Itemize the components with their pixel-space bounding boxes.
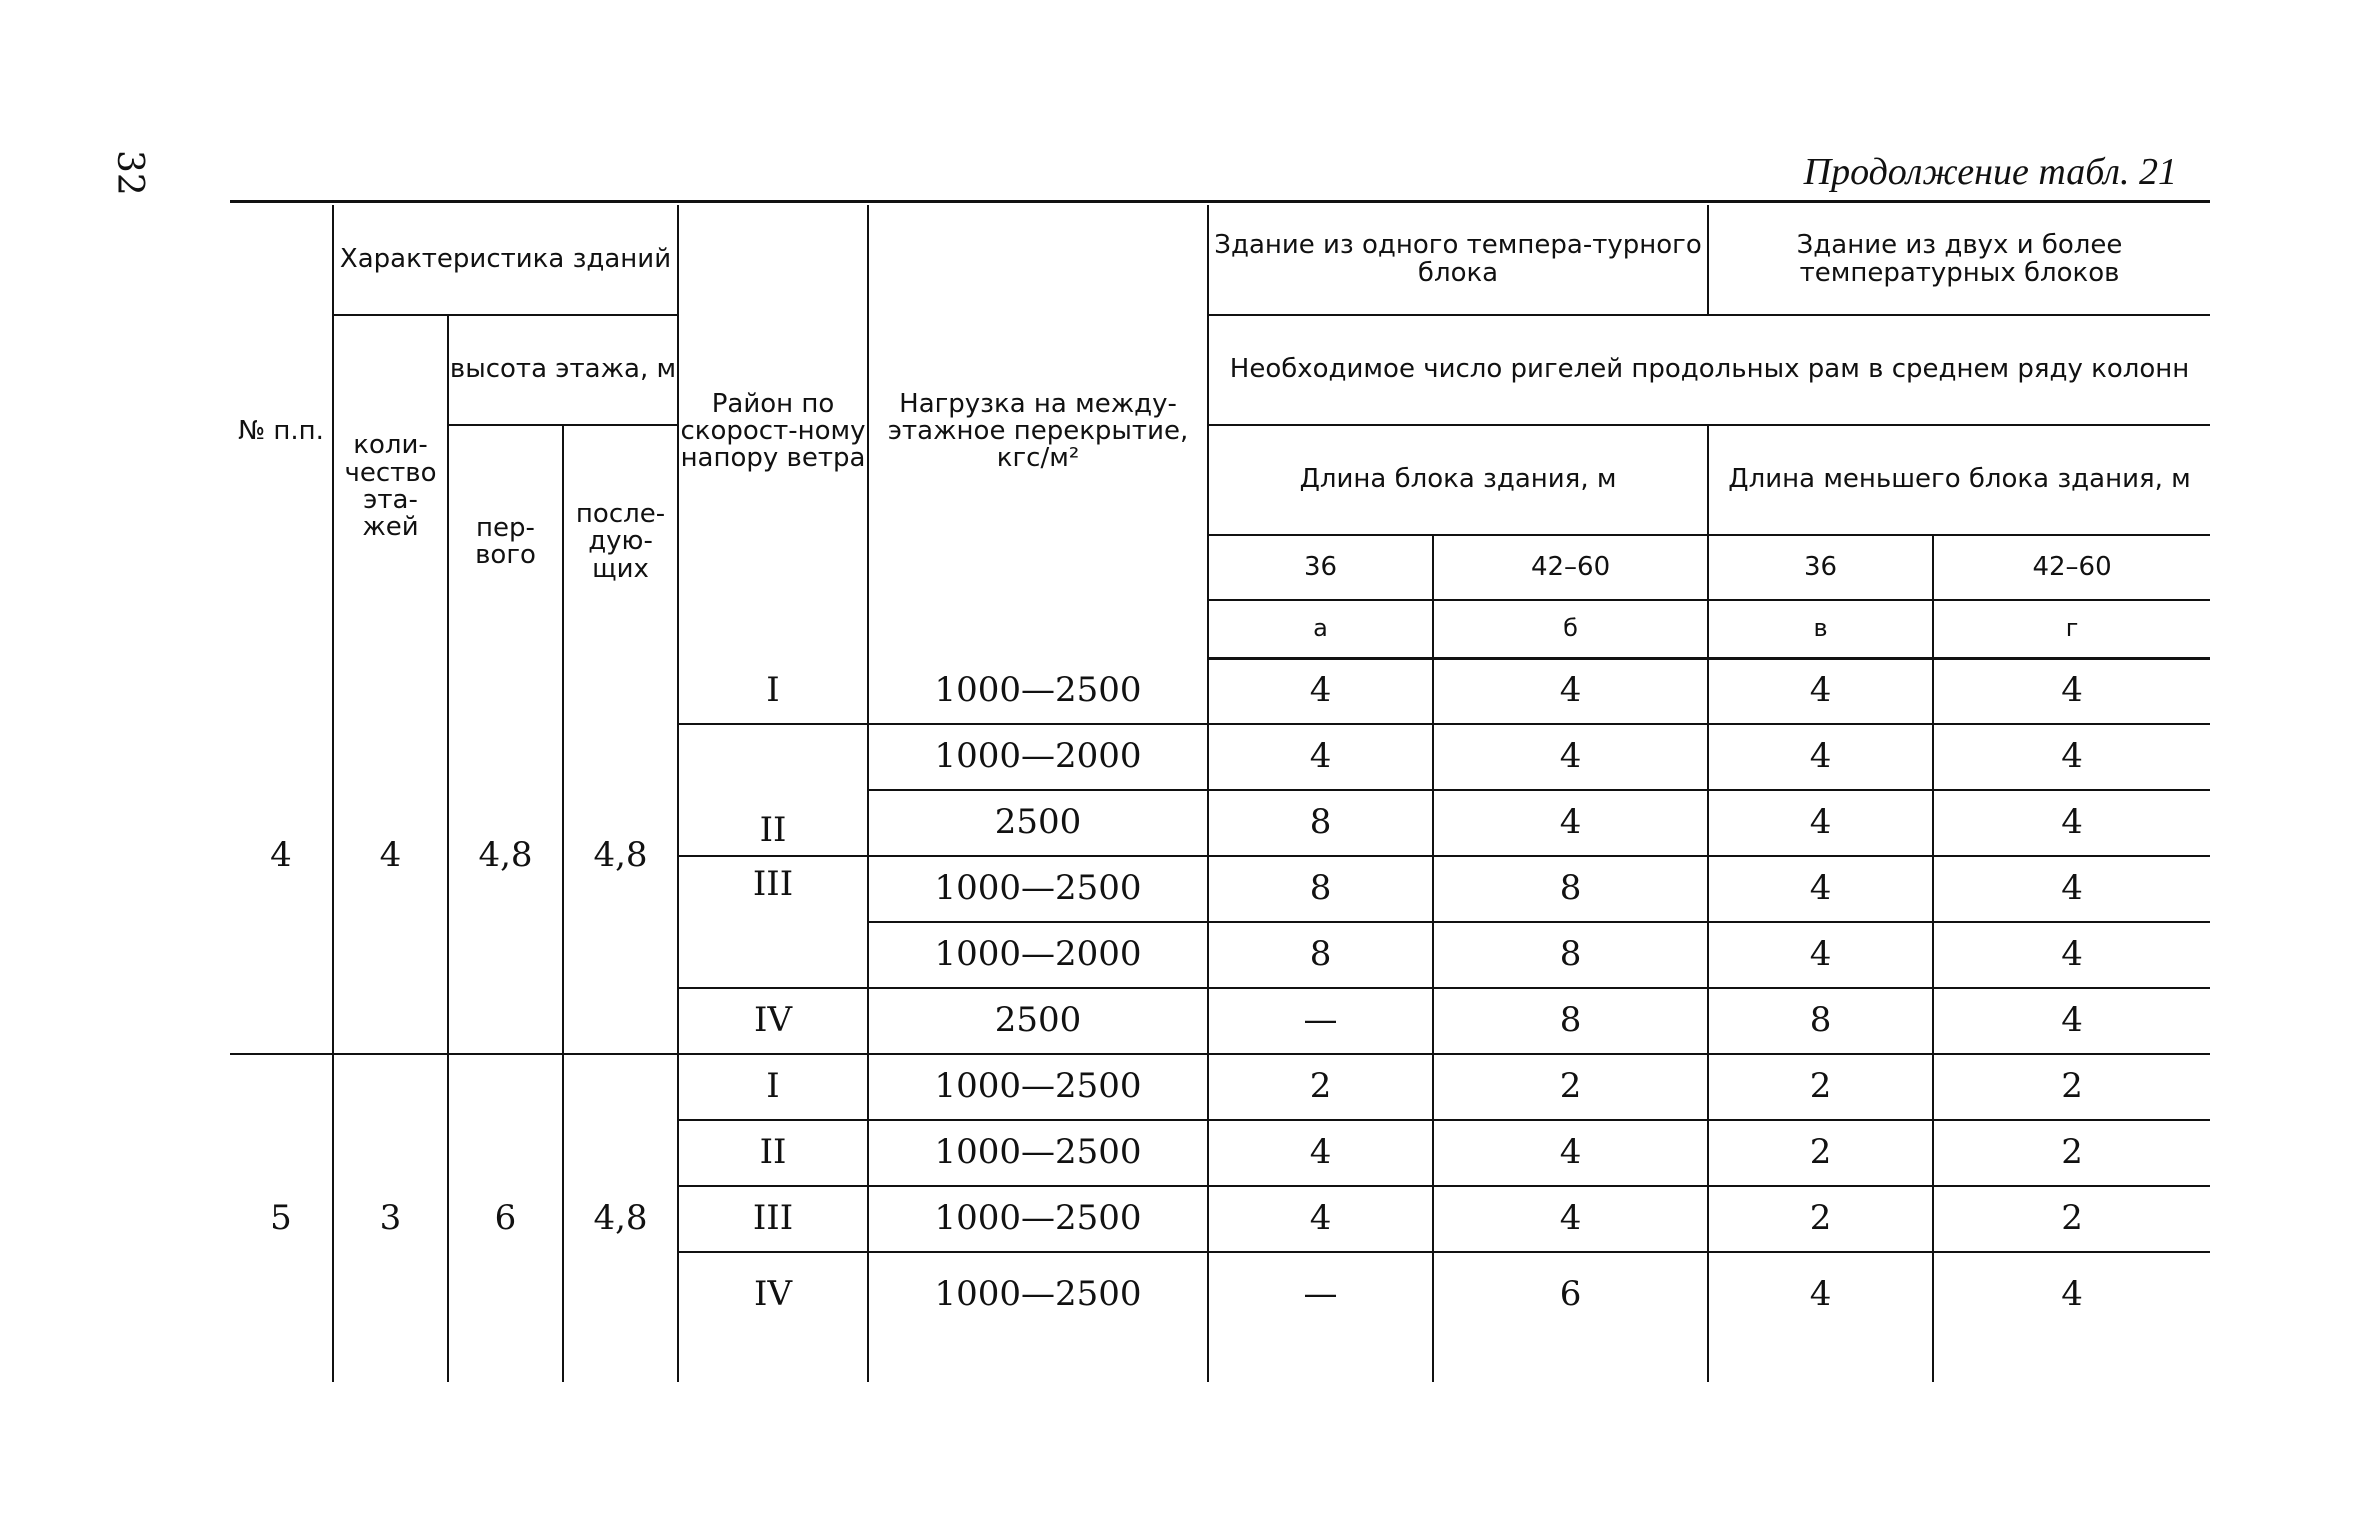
header-smaller-block-length: Длина меньшего блока здания, м bbox=[1708, 425, 2210, 535]
header-floors-count: коли- чество эта- жей bbox=[333, 315, 448, 658]
header-required-count: Необходимое число ригелей продольных рам в среднем ряду колонн bbox=[1208, 315, 2210, 425]
header-len-42-60-a: 42–60 bbox=[1433, 535, 1708, 600]
value-a: 8 bbox=[1208, 922, 1433, 988]
wind-region: III bbox=[678, 1186, 868, 1252]
value-g: 4 bbox=[1933, 724, 2210, 790]
header-wind-region: Район по скорост-ному напору ветра bbox=[678, 205, 868, 658]
value-v: 2 bbox=[1708, 1120, 1933, 1186]
value-v: 4 bbox=[1708, 1252, 1933, 1382]
value-g: 4 bbox=[1933, 658, 2210, 724]
header-letter-a: а bbox=[1208, 600, 1433, 658]
header-subsequent-floors: после- дую- щих bbox=[563, 425, 678, 658]
value-a: 4 bbox=[1208, 658, 1433, 724]
value-a: 2 bbox=[1208, 1054, 1433, 1120]
value-b: 2 bbox=[1433, 1054, 1708, 1120]
load-value: 1000—2500 bbox=[868, 1252, 1208, 1382]
value-v: 4 bbox=[1708, 790, 1933, 856]
row-number: 4 bbox=[230, 658, 333, 1054]
value-v: 4 bbox=[1708, 724, 1933, 790]
value-g: 4 bbox=[1933, 988, 2210, 1054]
wind-region: II bbox=[678, 1120, 868, 1186]
value-b: 4 bbox=[1433, 724, 1708, 790]
subsequent-floor-height: 4,8 bbox=[563, 658, 678, 1054]
load-value: 2500 bbox=[868, 988, 1208, 1054]
load-value: 1000—2000 bbox=[868, 922, 1208, 988]
subsequent-floor-height: 4,8 bbox=[563, 1054, 678, 1382]
header-letter-v: в bbox=[1708, 600, 1933, 658]
value-b: 4 bbox=[1433, 790, 1708, 856]
header-load: Нагрузка на между-этажное перекрытие, кгс/м² bbox=[868, 205, 1208, 658]
value-b: 4 bbox=[1433, 1120, 1708, 1186]
value-b: 4 bbox=[1433, 1186, 1708, 1252]
value-v: 4 bbox=[1708, 922, 1933, 988]
value-g: 2 bbox=[1933, 1054, 2210, 1120]
load-value: 1000—2500 bbox=[868, 1054, 1208, 1120]
page-number: 32 bbox=[109, 150, 150, 196]
row-number: 5 bbox=[230, 1054, 333, 1382]
load-value: 1000—2500 bbox=[868, 1186, 1208, 1252]
table-header bbox=[230, 205, 2210, 658]
value-g: 4 bbox=[1933, 856, 2210, 922]
floors-count: 3 bbox=[333, 1054, 448, 1382]
wind-region: I bbox=[678, 658, 868, 724]
header-one-block: Здание из одного темпера-турного блока bbox=[1208, 205, 1708, 315]
header-letter-g: г bbox=[1933, 600, 2210, 658]
data-table bbox=[230, 205, 2210, 1382]
value-v: 4 bbox=[1708, 856, 1933, 922]
value-g: 4 bbox=[1933, 922, 2210, 988]
load-value: 1000—2000 bbox=[868, 724, 1208, 790]
value-b: 8 bbox=[1433, 922, 1708, 988]
value-b: 6 bbox=[1433, 1252, 1708, 1382]
wind-region: II bbox=[678, 724, 868, 856]
value-v: 2 bbox=[1708, 1186, 1933, 1252]
header-two-blocks: Здание из двух и более температурных блоков bbox=[1708, 205, 2210, 315]
first-floor-height: 4,8 bbox=[448, 658, 563, 1054]
load-value: 1000—2500 bbox=[868, 658, 1208, 724]
value-v: 2 bbox=[1708, 1054, 1933, 1120]
value-v: 4 bbox=[1708, 658, 1933, 724]
wind-region: I bbox=[678, 1054, 868, 1120]
top-rule bbox=[230, 200, 2210, 203]
header-len-42-60-b: 42–60 bbox=[1933, 535, 2210, 600]
wind-region: IV bbox=[678, 1252, 868, 1382]
value-a: 4 bbox=[1208, 1186, 1433, 1252]
value-g: 4 bbox=[1933, 1252, 2210, 1382]
value-g: 4 bbox=[1933, 790, 2210, 856]
load-value: 1000—2500 bbox=[868, 1120, 1208, 1186]
value-b: 8 bbox=[1433, 988, 1708, 1054]
first-floor-height: 6 bbox=[448, 1054, 563, 1382]
value-a: 4 bbox=[1208, 1120, 1433, 1186]
wind-region: III bbox=[678, 856, 868, 988]
value-a: — bbox=[1208, 988, 1433, 1054]
header-len-36-b: 36 bbox=[1708, 535, 1933, 600]
table-caption: Продолжение табл. 21 bbox=[1803, 151, 2177, 193]
value-v: 8 bbox=[1708, 988, 1933, 1054]
header-letter-b: б bbox=[1433, 600, 1708, 658]
value-b: 4 bbox=[1433, 658, 1708, 724]
group-5 bbox=[230, 1054, 2210, 1382]
value-b: 8 bbox=[1433, 856, 1708, 922]
load-value: 1000—2500 bbox=[868, 856, 1208, 922]
group-4 bbox=[230, 658, 2210, 1054]
header-number: № п.п. bbox=[230, 205, 333, 658]
header-first-floor: пер- вого bbox=[448, 425, 563, 658]
value-g: 2 bbox=[1933, 1186, 2210, 1252]
header-floor-height: высота этажа, м bbox=[448, 315, 678, 425]
wind-region: IV bbox=[678, 988, 868, 1054]
value-a: 4 bbox=[1208, 724, 1433, 790]
floors-count: 4 bbox=[333, 658, 448, 1054]
load-value: 2500 bbox=[868, 790, 1208, 856]
value-a: 8 bbox=[1208, 790, 1433, 856]
header-building-characteristics: Характеристика зданий bbox=[333, 205, 678, 315]
header-block-length: Длина блока здания, м bbox=[1208, 425, 1708, 535]
value-g: 2 bbox=[1933, 1120, 2210, 1186]
value-a: — bbox=[1208, 1252, 1433, 1382]
value-a: 8 bbox=[1208, 856, 1433, 922]
header-len-36-a: 36 bbox=[1208, 535, 1433, 600]
